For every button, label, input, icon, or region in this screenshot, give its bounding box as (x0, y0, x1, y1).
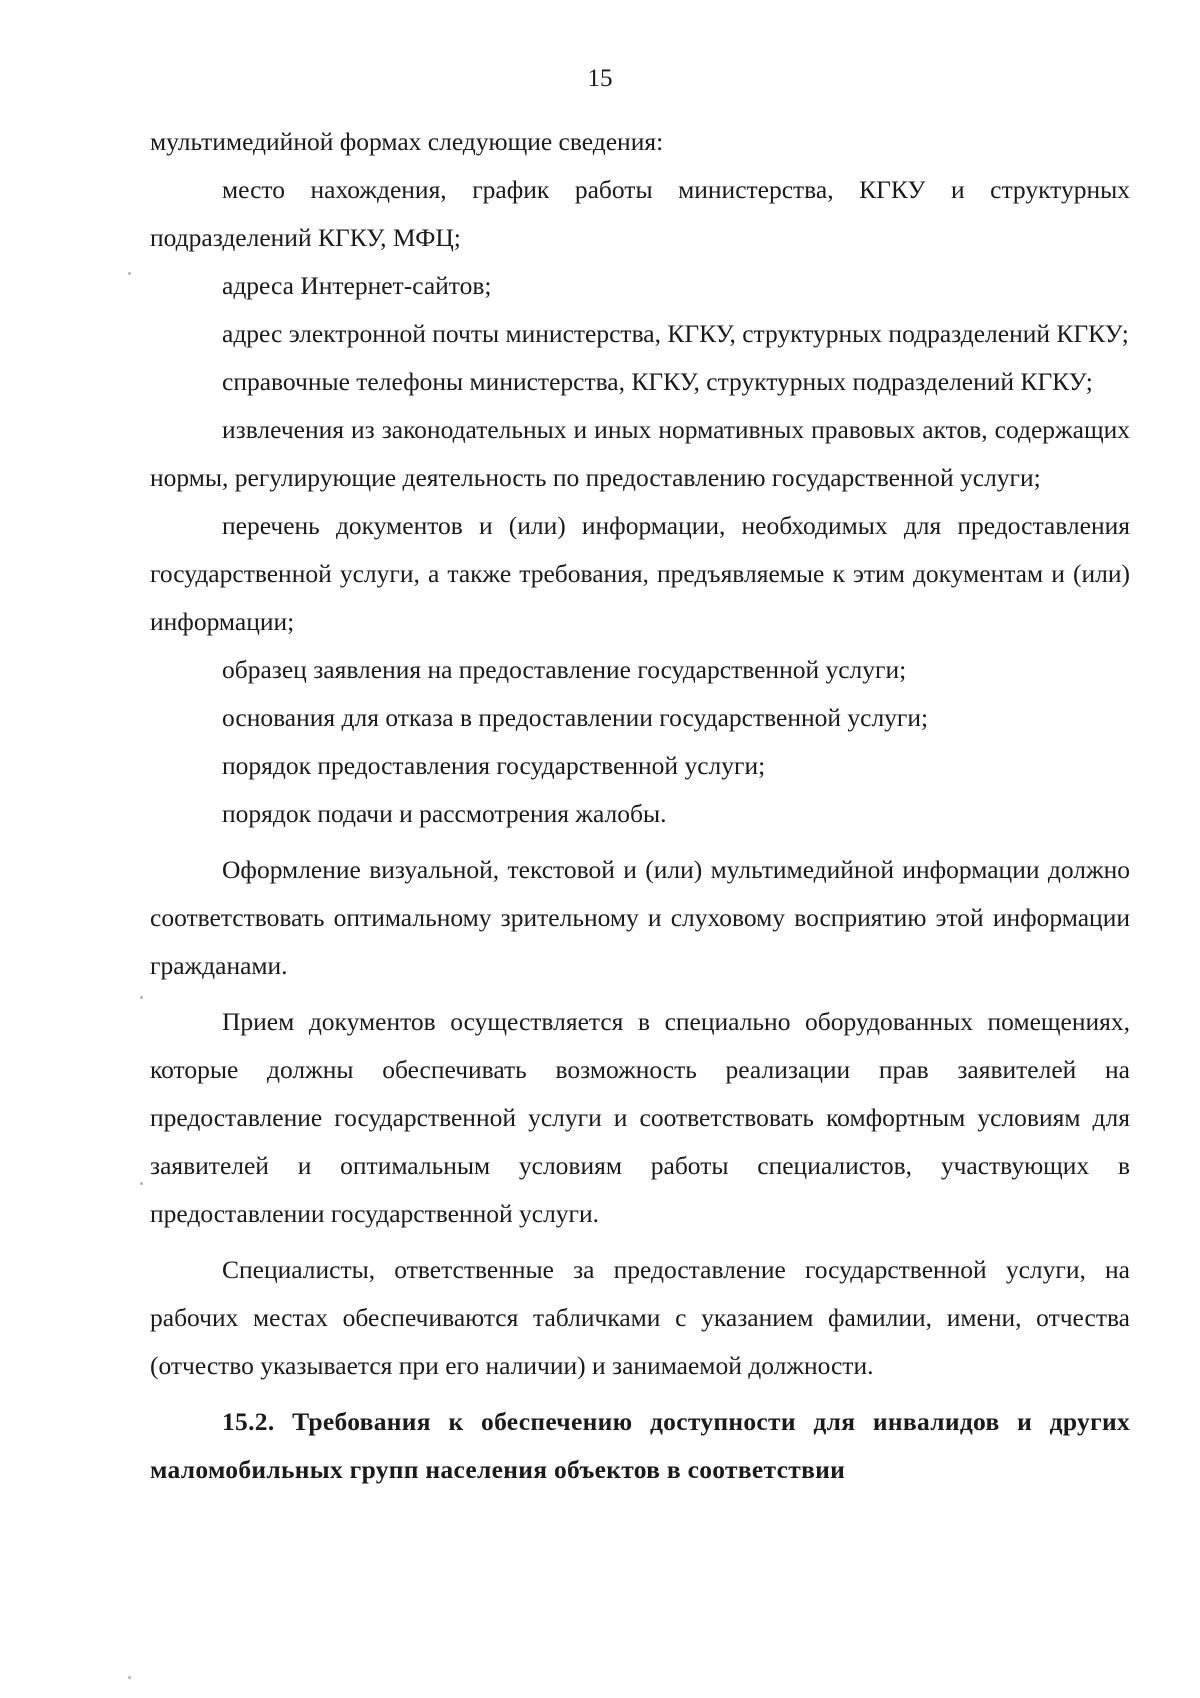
section-heading-number: 15.2. (222, 1407, 275, 1436)
scan-speck (140, 1182, 143, 1185)
scan-speck (128, 1676, 131, 1679)
section-heading (150, 1398, 1130, 1494)
list-item-website-addresses: адреса Интернет-сайтов; (222, 271, 492, 300)
scan-speck (128, 272, 131, 275)
page-number: 15 (587, 65, 613, 92)
list-item-email-addresses: адрес электронной почты министерства, КГКУ, структурных подразделений КГКУ; (222, 319, 1129, 348)
paragraph-document-reception: Прием документов осуществляется в специально оборудованных помещениях, которые должны обеспечивать возможность реализации прав заявителей на предоставление государственной услуги и соответствовать комфортным условиям для заявителей и оптимальным условиям работы специалистов, участвующих в предоставлении государственной услуги. (150, 1007, 1130, 1228)
paragraph-specialist-nameplates: Специалисты, ответственные за предоставление государственной услуги, на рабочих местах обеспечиваются табличками с указанием фамилии, имени, отчества (отчество указывается при его наличии) и занимаемой должности. (150, 1255, 1130, 1380)
section-heading-text: Требования к обеспечению доступности для инвалидов и других маломобильных групп населения объектов в соответствии (150, 1407, 1130, 1484)
paragraph-information-design: Оформление визуальной, текстовой и (или) мультимедийной информации должно соответствовать оптимальному зрительному и слуховому восприятию этой информации гражданами. (150, 855, 1130, 980)
list-item-legal-extracts: извлечения из законодательных и иных нормативных правовых актов, содержащих нормы, регулирующие деятельность по предоставлению государственной услуги; (150, 415, 1130, 492)
list-item-service-procedure: порядок предоставления государственной услуги; (222, 751, 766, 780)
list-item-complaint-procedure: порядок подачи и рассмотрения жалобы. (222, 799, 667, 828)
list-item-refusal-grounds: основания для отказа в предоставлении государственной услуги; (222, 703, 929, 732)
paragraph-intro-continuation: мультимедийной формах следующие сведения: (150, 127, 664, 156)
document-body (150, 118, 1130, 1494)
scan-speck (140, 996, 143, 999)
list-item-documents-list: перечень документов и (или) информации, необходимых для предоставления государственной услуги, а также требования, предъявляемые к этим документам и (или) информации; (150, 511, 1130, 636)
list-item-phone-numbers: справочные телефоны министерства, КГКУ, структурных подразделений КГКУ; (222, 367, 1093, 396)
list-item-location-schedule: место нахождения, график работы министерства, КГКУ и структурных подразделений КГКУ, МФЦ; (150, 175, 1130, 252)
list-item-application-sample: образец заявления на предоставление государственной услуги; (222, 655, 907, 684)
